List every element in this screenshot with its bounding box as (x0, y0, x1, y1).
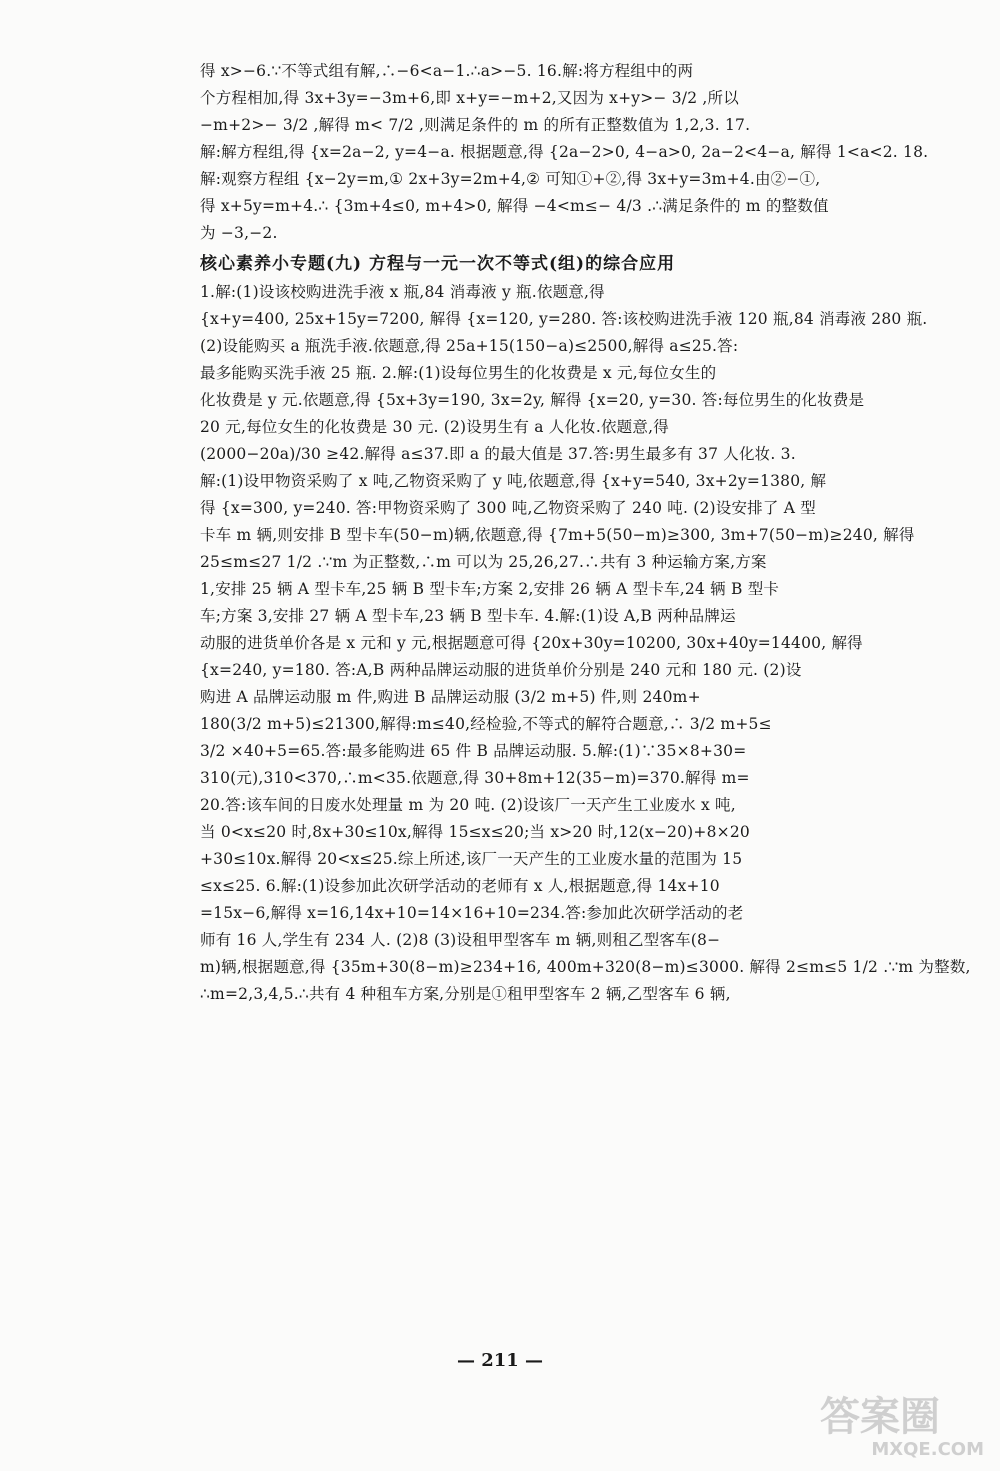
text-line: 1,安排 25 辆 A 型卡车,25 辆 B 型卡车;方案 2,安排 26 辆 A 型卡车,24 辆 B 型卡 (200, 580, 780, 598)
text-line: 化妆费是 y 元.依题意,得 {5x+3y=190, 3x=2y, 解得 {x=20, y=30. 答:每位男生的化妆费是 (200, 391, 865, 409)
text-line: 180(3/2 m+5)≤21300,解得:m≤40,经检验,不等式的解符合题意,∴ 3/2 m+5≤ (200, 715, 772, 733)
text-line: m)辆,根据题意,得 {35m+30(8−m)≥234+16, 400m+320(8−m)≤3000. 解得 2≤m≤5 1/2 .∵m 为整数, (200, 958, 971, 976)
section-title: 核心素养小专题(九) 方程与一元一次不等式(组)的综合应用 (200, 254, 676, 274)
text-line: 得 {x=300, y=240. 答:甲物资采购了 300 吨,乙物资采购了 240 吨. (2)设安排了 A 型 (200, 499, 816, 517)
text-line: −m+2>− 3/2 ,解得 m< 7/2 ,则满足条件的 m 的所有正整数值为 1,2,3. 17. (200, 116, 751, 134)
answer-text-top (200, 58, 929, 247)
text-line: 车;方案 3,安排 27 辆 A 型卡车,23 辆 B 型卡车. 4.解:(1)设 A,B 两种品牌运 (200, 607, 736, 625)
text-line: 师有 16 人,学生有 234 人. (2)8 (3)设租甲型客车 m 辆,则租乙型客车(8− (200, 931, 721, 949)
text-line: 1.解:(1)设该校购进洗手液 x 瓶,84 消毒液 y 瓶.依题意,得 (200, 283, 605, 301)
page-number: — 211 — (456, 1350, 544, 1371)
answer-page (200, 58, 971, 1008)
watermark-logo: 答案圈 (820, 1394, 940, 1440)
text-line: 解:(1)设甲物资采购了 x 吨,乙物资采购了 y 吨,依题意,得 {x+y=540, 3x+2y=1380, 解 (200, 472, 827, 490)
text-line: 动服的进货单价各是 x 元和 y 元,根据题意可得 {20x+30y=10200, 30x+40y=14400, 解得 (200, 634, 863, 652)
watermark-url: MXQE.COM (871, 1439, 984, 1460)
answer-text-body (200, 279, 971, 1008)
text-line: {x=240, y=180. 答:A,B 两种品牌运动服的进货单价分别是 240 元和 180 元. (2)设 (200, 661, 802, 679)
text-line: 解:观察方程组 {x−2y=m,① 2x+3y=2m+4,② 可知①+②,得 3x+y=3m+4.由②−①, (200, 170, 821, 188)
text-line: (2000−20a)/30 ≥42.解得 a≤37.即 a 的最大值是 37.答:男生最多有 37 人化妆. 3. (200, 445, 796, 463)
site-watermark (820, 1395, 990, 1465)
text-line: 310(元),310<370,∴m<35.依题意,得 30+8m+12(35−m)=370.解得 m= (200, 769, 750, 787)
text-line: {x+y=400, 25x+15y=7200, 解得 {x=120, y=280. 答:该校购进洗手液 120 瓶,84 消毒液 280 瓶. (200, 310, 928, 328)
text-line: ∴m=2,3,4,5.∴共有 4 种租车方案,分别是①租甲型客车 2 辆,乙型客车 6 辆, (200, 985, 731, 1003)
text-line: 当 0<x≤20 时,8x+30≤10x,解得 15≤x≤20;当 x>20 时,12(x−20)+8×20 (200, 823, 750, 841)
text-line: 最多能购买洗手液 25 瓶. 2.解:(1)设每位男生的化妆费是 x 元,每位女生的 (200, 364, 717, 382)
text-line: 解:解方程组,得 {x=2a−2, y=4−a. 根据题意,得 {2a−2>0, 4−a>0, 2a−2<4−a, 解得 1<a<2. 18. (200, 143, 929, 161)
text-line: 卡车 m 辆,则安排 B 型卡车(50−m)辆,依题意,得 {7m+5(50−m)≥300, 3m+7(50−m)≥240, 解得 (200, 526, 915, 544)
text-line: 3/2 ×40+5=65.答:最多能购进 65 件 B 品牌运动服. 5.解:(1)∵35×8+30= (200, 742, 747, 760)
text-line: 20 元,每位女生的化妆费是 30 元. (2)设男生有 a 人化妆.依题意,得 (200, 418, 669, 436)
text-line: 得 x>−6.∵不等式组有解,∴−6<a−1.∴a>−5. 16.解:将方程组中的两 (200, 62, 694, 80)
text-line: 25≤m≤27 1/2 .∵m 为正整数,∴m 可以为 25,26,27.∴共有 3 种运输方案,方案 (200, 553, 767, 571)
text-line: 为 −3,−2. (200, 224, 278, 242)
text-line: 得 x+5y=m+4.∴ {3m+4≤0, m+4>0, 解得 −4<m≤− 4/3 .∴满足条件的 m 的整数值 (200, 197, 829, 215)
text-line: 购进 A 品牌运动服 m 件,购进 B 品牌运动服 (3/2 m+5) 件,则 240m+ (200, 688, 701, 706)
text-line: (2)设能购买 a 瓶洗手液.依题意,得 25a+15(150−a)≤2500,解得 a≤25.答: (200, 337, 739, 355)
text-line: 20.答:该车间的日废水处理量 m 为 20 吨. (2)设该厂一天产生工业废水 x 吨, (200, 796, 736, 814)
text-line: 个方程相加,得 3x+3y=−3m+6,即 x+y=−m+2,又因为 x+y>− 3/2 ,所以 (200, 89, 739, 107)
text-line: =15x−6,解得 x=16,14x+10=14×16+10=234.答:参加此次研学活动的老 (200, 904, 744, 922)
text-line: ≤x≤25. 6.解:(1)设参加此次研学活动的老师有 x 人,根据题意,得 14x+10 (200, 877, 720, 895)
text-line: +30≤10x.解得 20<x≤25.综上所述,该厂一天产生的工业废水量的范围为 15 (200, 850, 743, 868)
